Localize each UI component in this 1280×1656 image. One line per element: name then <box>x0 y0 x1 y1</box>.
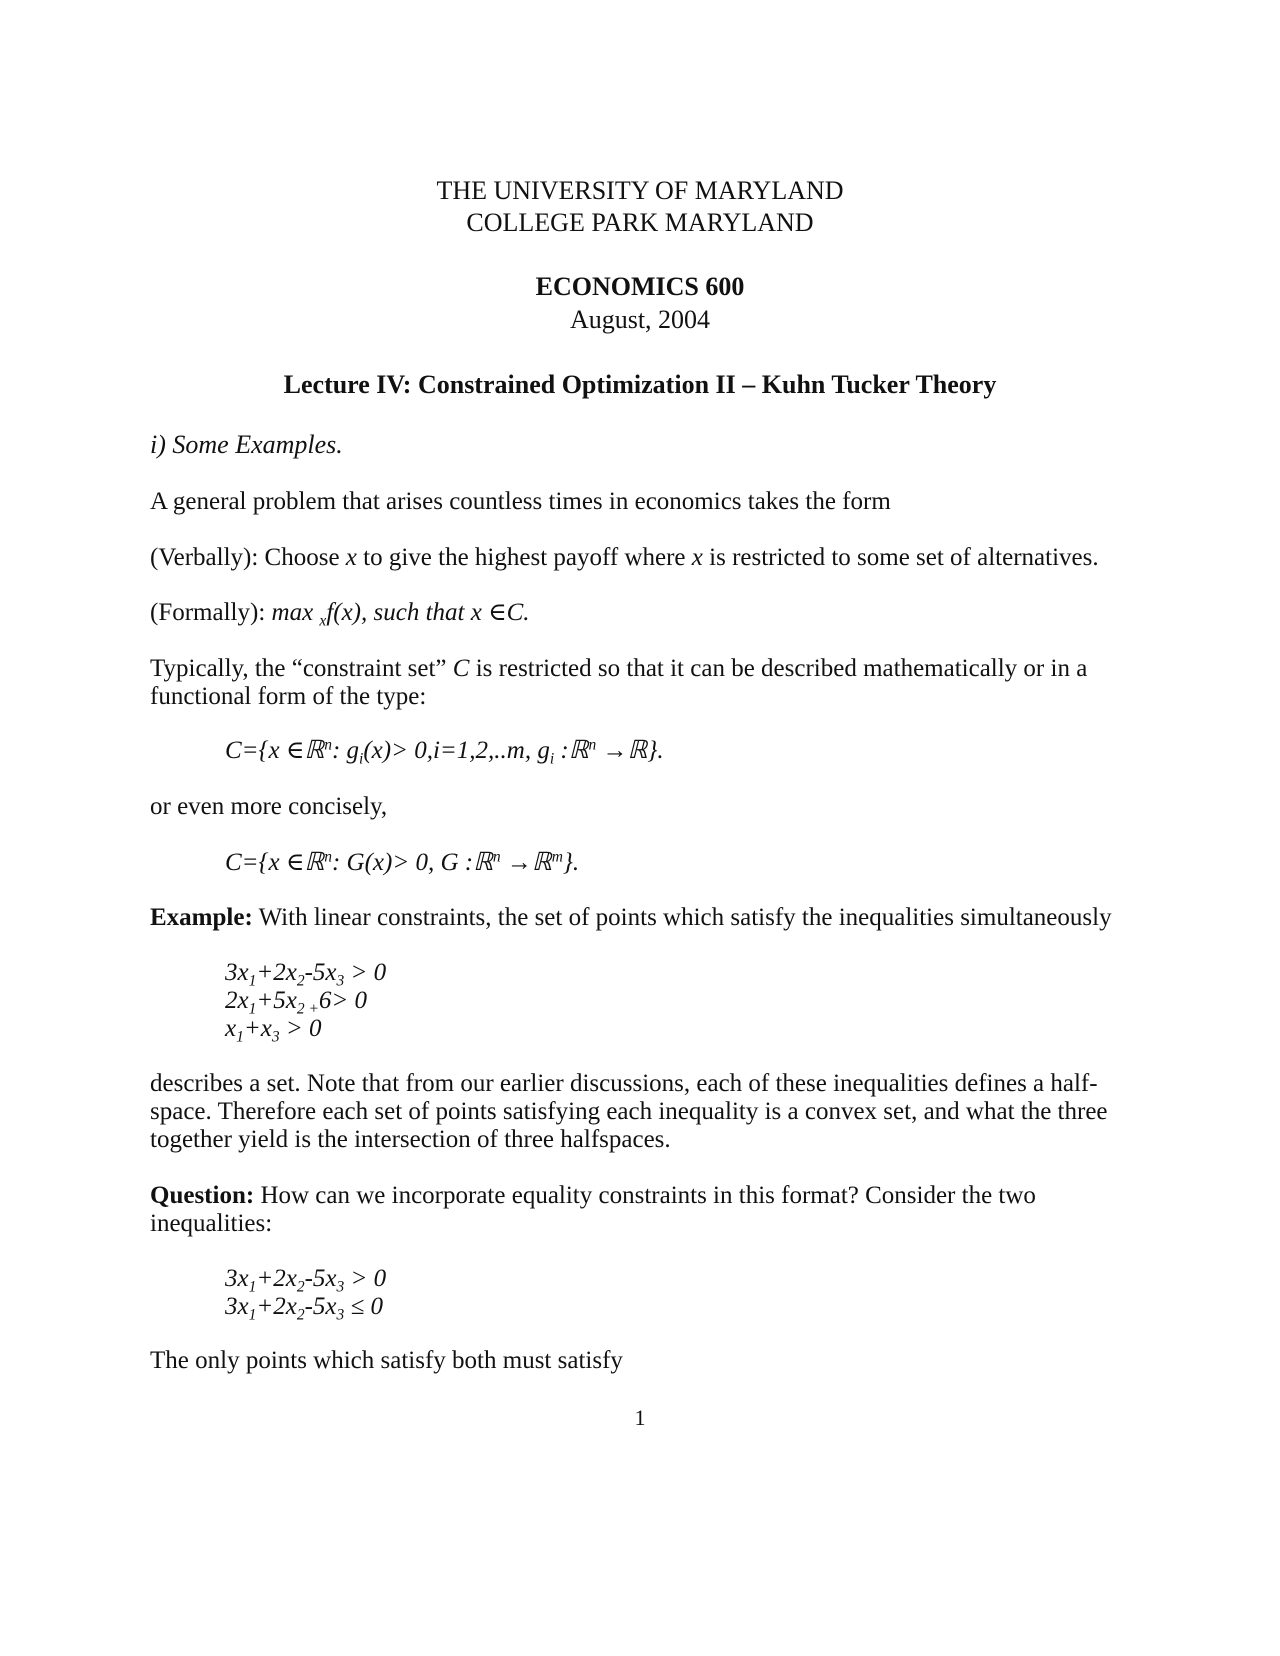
university-name: THE UNIVERSITY OF MARYLAND <box>436 176 844 205</box>
math-subscript: i <box>549 750 555 768</box>
constraint-set-symbol: C <box>452 655 470 682</box>
formally-expression: f(x), such that x ∈C. <box>326 599 530 626</box>
verbally-label: (Verbally): Choose <box>150 544 346 571</box>
formally-label: (Formally): <box>150 599 272 626</box>
math-part: :ℝ <box>554 737 589 764</box>
inequality-row: $x_1+x_3 > 0$ <box>225 1015 322 1046</box>
paragraph-question <box>150 1181 1036 1211</box>
math-superscript: n <box>588 736 597 754</box>
course-date: August, 2004 <box>569 305 711 334</box>
variable-x: x <box>691 544 703 571</box>
equation-constraint-set-concise <box>225 848 579 878</box>
example-text: With linear constraints, the set of points which satisfy the inequalities simultaneously <box>252 904 1112 931</box>
question-label: Question: <box>150 1182 255 1209</box>
math-part: C={x ∈ℝ <box>225 849 325 876</box>
math-superscript: n <box>324 848 332 866</box>
math-part: →ℝ}. <box>596 737 664 764</box>
section-heading: i) Some Examples. <box>150 430 343 459</box>
inequality-row: $3x_1+2x_2-5x_3 > 0$ <box>225 959 387 990</box>
example-label: Example: <box>150 904 253 931</box>
inequality-row: $2x_1+5x_{2 +}6> 0$ <box>225 987 368 1018</box>
variable-x: x <box>345 544 357 571</box>
math-part: C={x ∈ℝ <box>225 737 325 764</box>
typically-text-a: Typically, the “constraint set” <box>150 655 453 682</box>
inequality-row: $3x_1+2x_2-5x_3 \le 0$ <box>225 1293 383 1324</box>
math-part: : G(x)> 0, G :ℝ <box>331 849 493 876</box>
typically-text-c: is restricted so that it can be described mathematically or in a <box>469 655 1088 682</box>
paragraph-typically-line1 <box>150 654 1087 684</box>
inequality-row: $3x_1+2x_2-5x_3 > 0$ <box>225 1265 387 1296</box>
paragraph-formally <box>150 598 530 628</box>
paragraph-describes-line1: describes a set. Note that from our earlier discussions, each of these inequalities defines a half- <box>150 1070 1098 1097</box>
paragraph-final: The only points which satisfy both must satisfy <box>150 1347 623 1374</box>
paragraph-verbally <box>150 543 1099 573</box>
equation-constraint-set <box>225 736 664 766</box>
math-superscript: n <box>492 848 501 866</box>
paragraph-concisely: or even more concisely, <box>150 793 388 820</box>
paragraph-typically-line2: functional form of the type: <box>150 683 427 710</box>
paragraph-describes-line2: space. Therefore each set of points satisfying each inequality is a convex set, and what the three <box>150 1098 1108 1125</box>
paragraph-question-line2: inequalities: <box>150 1210 273 1237</box>
university-location: COLLEGE PARK MARYLAND <box>466 208 814 237</box>
verbally-end: is restricted to some set of alternatives. <box>702 544 1099 571</box>
lecture-title: Lecture IV: Constrained Optimization II – Kuhn Tucker Theory <box>283 370 997 399</box>
formally-subscript: x <box>319 612 327 630</box>
math-subscript: i <box>359 750 364 768</box>
course-title: ECONOMICS 600 <box>535 272 745 301</box>
formally-max: max <box>271 599 320 626</box>
math-part: : g <box>331 737 360 764</box>
math-superscript: n <box>324 736 332 754</box>
question-text: How can we incorporate equality constraints in this format? Consider the two <box>254 1182 1036 1209</box>
math-superscript: m <box>551 848 563 866</box>
math-part: (x)> 0,i=1,2,..m, g <box>363 737 550 764</box>
paragraph-example <box>150 903 1112 933</box>
math-part: →ℝ <box>500 849 552 876</box>
verbally-mid: to give the highest payoff where <box>356 544 692 571</box>
paragraph-general-problem: A general problem that arises countless times in economics takes the form <box>150 488 891 515</box>
page-number: 1 <box>634 1405 646 1430</box>
math-part: }. <box>562 849 580 876</box>
paragraph-describes-line3: together yield is the intersection of three halfspaces. <box>150 1126 671 1153</box>
